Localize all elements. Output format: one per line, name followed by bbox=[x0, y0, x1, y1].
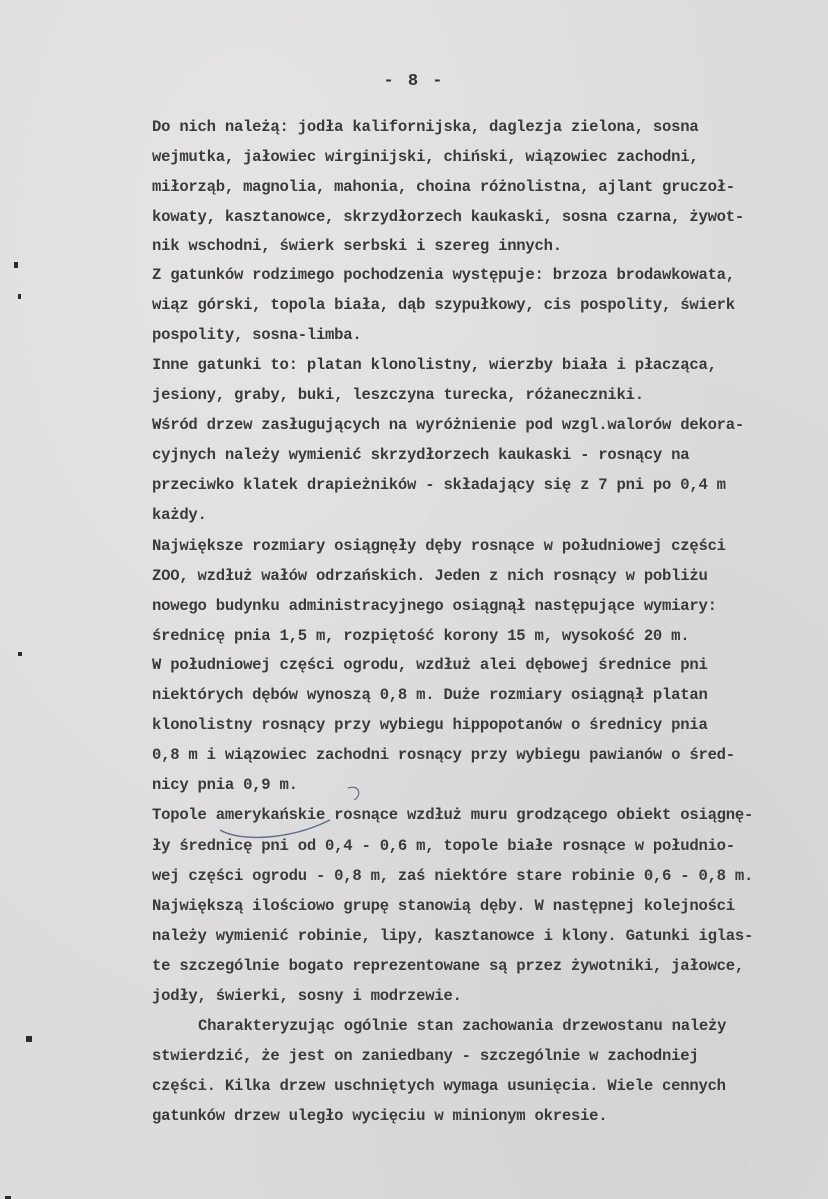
text-line: jesiony, graby, buki, leszczyna turecka, różaneczniki. bbox=[152, 386, 644, 404]
page-number: - 8 - bbox=[383, 72, 445, 91]
text-line: miłorząb, magnolia, mahonia, choina różnolistna, ajlant gruczoł- bbox=[152, 178, 735, 196]
text-line: nicy pnia 0,9 m. bbox=[152, 776, 298, 794]
text-line: nowego budynku administracyjnego osiągnął następujące wymiary: bbox=[152, 597, 717, 615]
text-line: Największą ilościowo grupę stanowią dęby. W następnej kolejności bbox=[152, 897, 735, 915]
text-line: każdy. bbox=[152, 506, 207, 524]
text-line: Topole amerykańskie rosnące wzdłuż muru grodzącego obiekt osiągnę- bbox=[152, 806, 754, 824]
text-line: wej części ogrodu - 0,8 m, zaś niektóre stare robinie 0,6 - 0,8 m. bbox=[152, 867, 754, 885]
text-line: ZOO, wzdłuż wałów odrzańskich. Jeden z nich rosnący w pobliżu bbox=[152, 567, 708, 585]
text-line: niektórych dębów wynoszą 0,8 m. Duże rozmiary osiągnął platan bbox=[152, 686, 708, 704]
text-line: Największe rozmiary osiągnęły dęby rosnące w południowej części bbox=[152, 537, 726, 555]
text-line: Inne gatunki to: platan klonolistny, wierzby biała i płacząca, bbox=[152, 356, 717, 374]
pencil-annotation bbox=[210, 780, 380, 850]
margin-mark bbox=[18, 652, 22, 656]
text-line: wejmutka, jałowiec wirginijski, chiński, wiązowiec zachodni, bbox=[152, 148, 699, 166]
text-line: części. Kilka drzew uschniętych wymaga usunięcia. Wiele cennych bbox=[152, 1077, 726, 1095]
margin-mark bbox=[14, 262, 18, 268]
text-line: należy wymienić robinie, lipy, kasztanowce i klony. Gatunki iglas- bbox=[152, 927, 754, 945]
text-line: nik wschodni, świerk serbski i szereg innych. bbox=[152, 237, 562, 255]
text-line: 0,8 m i wiązowiec zachodni rosnący przy wybiegu pawianów o śred- bbox=[152, 746, 735, 764]
text-line: Wśród drzew zasługujących na wyróżnienie pod wzgl.walorów dekora- bbox=[152, 416, 745, 434]
text-line: przeciwko klatek drapieżników - składający się z 7 pni po 0,4 m bbox=[152, 476, 726, 494]
text-line: kowaty, kasztanowce, skrzydłorzech kaukaski, sosna czarna, żywot- bbox=[152, 208, 745, 226]
text-line: ły średnicę pni od 0,4 - 0,6 m, topole białe rosnące w południo- bbox=[152, 837, 735, 855]
text-line: W południowej części ogrodu, wzdłuż alei dębowej średnice pni bbox=[152, 656, 708, 674]
text-line: stwierdzić, że jest on zaniedbany - szczególnie w zachodniej bbox=[152, 1047, 699, 1065]
margin-mark bbox=[26, 1036, 32, 1042]
text-line: gatunków drzew uległo wycięciu w minionym okresie. bbox=[152, 1107, 608, 1125]
text-line: cyjnych należy wymienić skrzydłorzech kaukaski - rosnący na bbox=[152, 446, 690, 464]
text-line: jodły, świerki, sosny i modrzewie. bbox=[152, 987, 462, 1005]
text-line: średnicę pnia 1,5 m, rozpiętość korony 15 m, wysokość 20 m. bbox=[152, 627, 690, 645]
text-line: Z gatunków rodzimego pochodzenia występuje: brzoza brodawkowata, bbox=[152, 266, 735, 284]
text-line: Do nich należą: jodła kalifornijska, daglezja zielona, sosna bbox=[152, 118, 699, 136]
text-line: pospolity, sosna-limba. bbox=[152, 326, 362, 344]
text-line: Charakteryzując ogólnie stan zachowania drzewostanu należy bbox=[198, 1017, 727, 1035]
text-line: klonolistny rosnący przy wybiegu hippopotanów o średnicy pnia bbox=[152, 716, 708, 734]
text-line: te szczególnie bogato reprezentowane są przez żywotniki, jałowce, bbox=[152, 957, 745, 975]
margin-mark bbox=[18, 294, 21, 299]
text-line: wiąz górski, topola biała, dąb szypułkowy, cis pospolity, świerk bbox=[152, 296, 735, 314]
